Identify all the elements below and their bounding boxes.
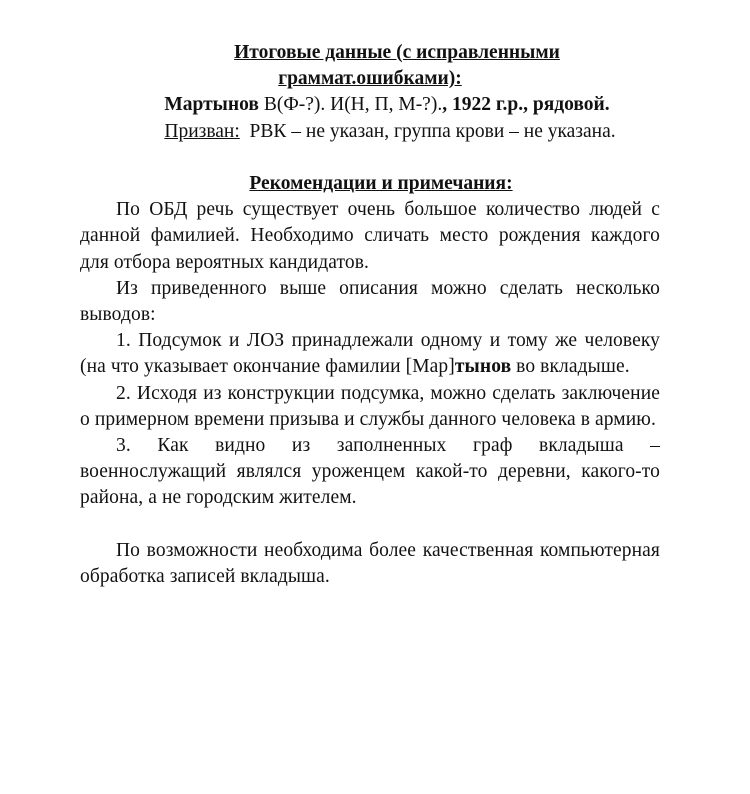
paragraph-obd: По ОБД речь существует очень большое количество людей с данной фамилией. Необходимо сличать место рождения каждого для отбора вероятных кандидатов. [80,199,660,273]
called-text: РВК – не указан, группа крови – не указана. [239,120,616,142]
paragraph-point-2: 2. Исходя из конструкции подсумка, можно сделать заключение о примерном времени призыва и службы данного человека в армию. [80,382,660,430]
spacer [80,145,660,171]
point-1-bold: тынов [454,356,512,378]
paragraph-conclusions-intro: Из приведенного выше описания можно сделать несколько выводов: [80,277,660,326]
called-line [80,119,660,145]
recommendations-title: Рекомендации и примечания: [249,173,513,194]
person-surname: Мартынов [164,94,259,116]
point-1-end: во вкладыше. [511,356,630,378]
document-title-line-2: граммат.ошибками): [278,68,462,90]
paragraph-point-1 [80,328,660,380]
document-page [80,40,660,590]
point-1-text: 1. Подсумок и ЛОЗ принадлежали одному и тому же человеку (на что указывает окончание фамилии [Мар] [80,330,660,378]
paragraph-processing: По возможности необходима более качественная компьютерная обработка записей вкладыша. [80,539,660,588]
document-title-line-1: Итоговые данные (с исправленными [234,42,560,63]
called-label: Призван: [164,120,240,142]
person-initials: В(Ф-?). И(Н, П, М-?). [258,94,443,116]
person-year-rank: , 1922 г.р., рядовой. [442,94,610,116]
person-line [80,92,660,118]
spacer [80,512,660,538]
paragraph-point-3: 3. Как видно из заполненных граф вкладыша – военнослужащий являлся уроженцем какой-то деревни, какого-то района, а не городским жителем. [80,435,660,509]
